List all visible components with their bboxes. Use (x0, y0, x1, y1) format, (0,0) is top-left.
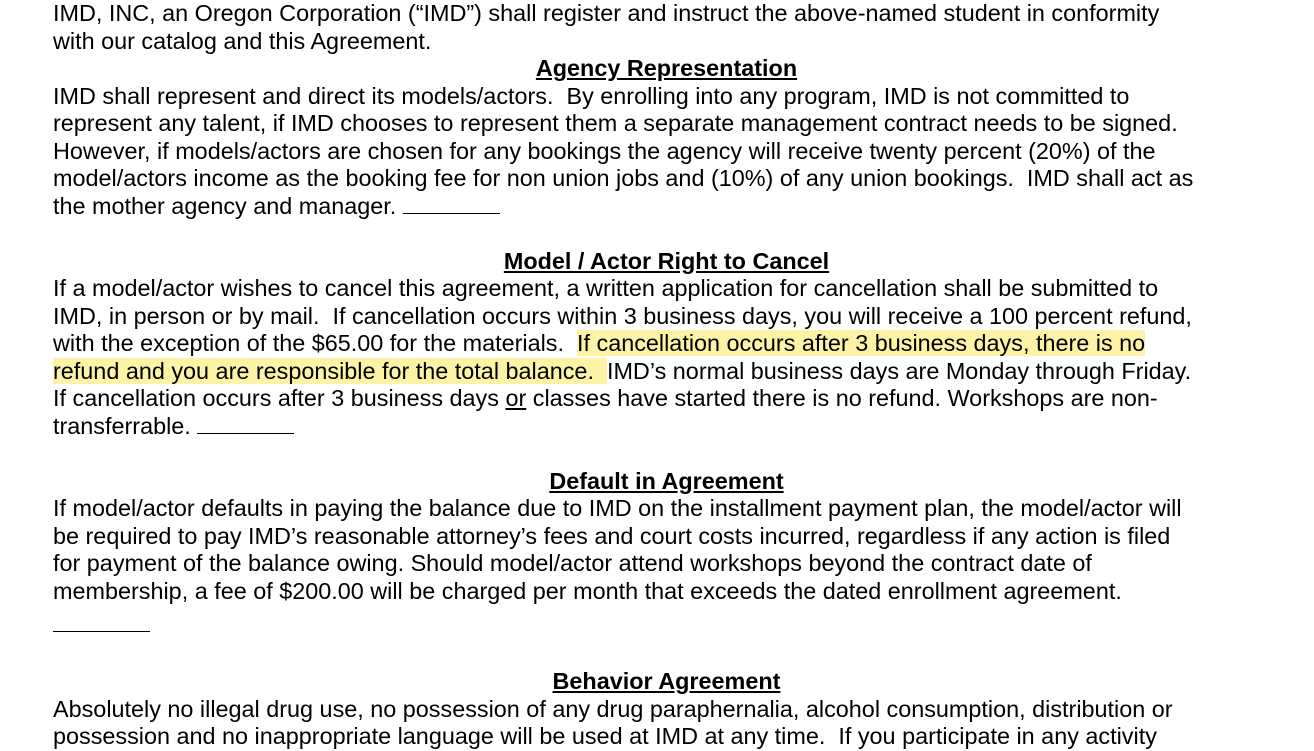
agency-line: IMD shall represent and direct its models/actors. By enrolling into any program, IMD is not committed to (53, 82, 1130, 109)
cancel-line: IMD, in person or by mail. If cancellation occurs within 3 business days, you will receive a 100 percent refund, (53, 302, 1192, 329)
agency-line: model/actors income as the booking fee for non union jobs and (10%) of any union bookings. IMD shall act as (53, 165, 1194, 191)
cancel-line (53, 385, 1293, 413)
spacer (53, 220, 1293, 248)
cancel-line-last (53, 413, 1293, 441)
cancel-line-text: transferrable. (53, 412, 198, 439)
cancel-line (53, 330, 1293, 358)
cancel-line (53, 358, 1293, 386)
section-heading-default: Default in Agreement (549, 467, 784, 494)
initials-blank-cancel[interactable] (197, 415, 294, 434)
intro-line: IMD, INC, an Oregon Corporation (“IMD”) shall register and instruct the above-named student in conformity (53, 0, 1160, 26)
agency-line-text: the mother agency and manager. (53, 192, 403, 219)
agency-line-last (53, 193, 1293, 221)
cancel-line-text: IMD’s normal business days are Monday through Friday. (606, 357, 1192, 384)
agency-line: However, if models/actors are chosen for any bookings the agency will receive twenty percent (20%) of the (53, 137, 1156, 164)
document-page (53, 0, 1293, 751)
section-heading-behavior: Behavior Agreement (552, 668, 781, 694)
section-heading-cancel: Model / Actor Right to Cancel (503, 247, 830, 274)
agency-line: represent any talent, if IMD chooses to represent them a separate management contract needs to be signed. (53, 110, 1178, 136)
default-line: be required to pay IMD’s reasonable attorney’s fees and court costs incurred, regardless if any action is filed (53, 522, 1171, 549)
cancel-line-text: classes have started there is no refund. Workshops are non- (526, 385, 1158, 411)
spacer (53, 440, 1293, 468)
intro-line: with our catalog and this Agreement. (53, 27, 432, 54)
default-line: for payment of the balance owing. Should model/actor attend workshops beyond the contract date of (53, 550, 1092, 576)
underlined-word: or (505, 385, 527, 411)
default-line: If model/actor defaults in paying the balance due to IMD on the installment payment plan, the model/actor will (53, 495, 1182, 521)
spacer (53, 643, 1293, 668)
initials-blank-agency[interactable] (403, 195, 500, 214)
cancel-line-text: with the exception of the $65.00 for the materials. (53, 330, 577, 356)
highlighted-text: If cancellation occurs after 3 business days, there is no (577, 330, 1146, 356)
section-heading-agency: Agency Representation (535, 55, 798, 81)
behavior-line: possession and no inappropriate language will be used at IMD at any time. If you participate in any activity (53, 723, 1157, 749)
highlighted-text: refund and you are responsible for the total balance. (53, 357, 607, 384)
initials-blank-default[interactable] (53, 613, 150, 632)
default-line: membership, a fee of $200.00 will be charged per month that exceeds the dated enrollment agreement. (53, 577, 1122, 604)
cancel-line: If a model/actor wishes to cancel this agreement, a written application for cancellation shall be submitted to (53, 275, 1159, 301)
behavior-line: Absolutely no illegal drug use, no possession of any drug paraphernalia, alcohol consumption, distribution or (53, 695, 1173, 722)
cancel-line-text: If cancellation occurs after 3 business days (53, 385, 506, 411)
initials-line-default (53, 605, 1293, 643)
